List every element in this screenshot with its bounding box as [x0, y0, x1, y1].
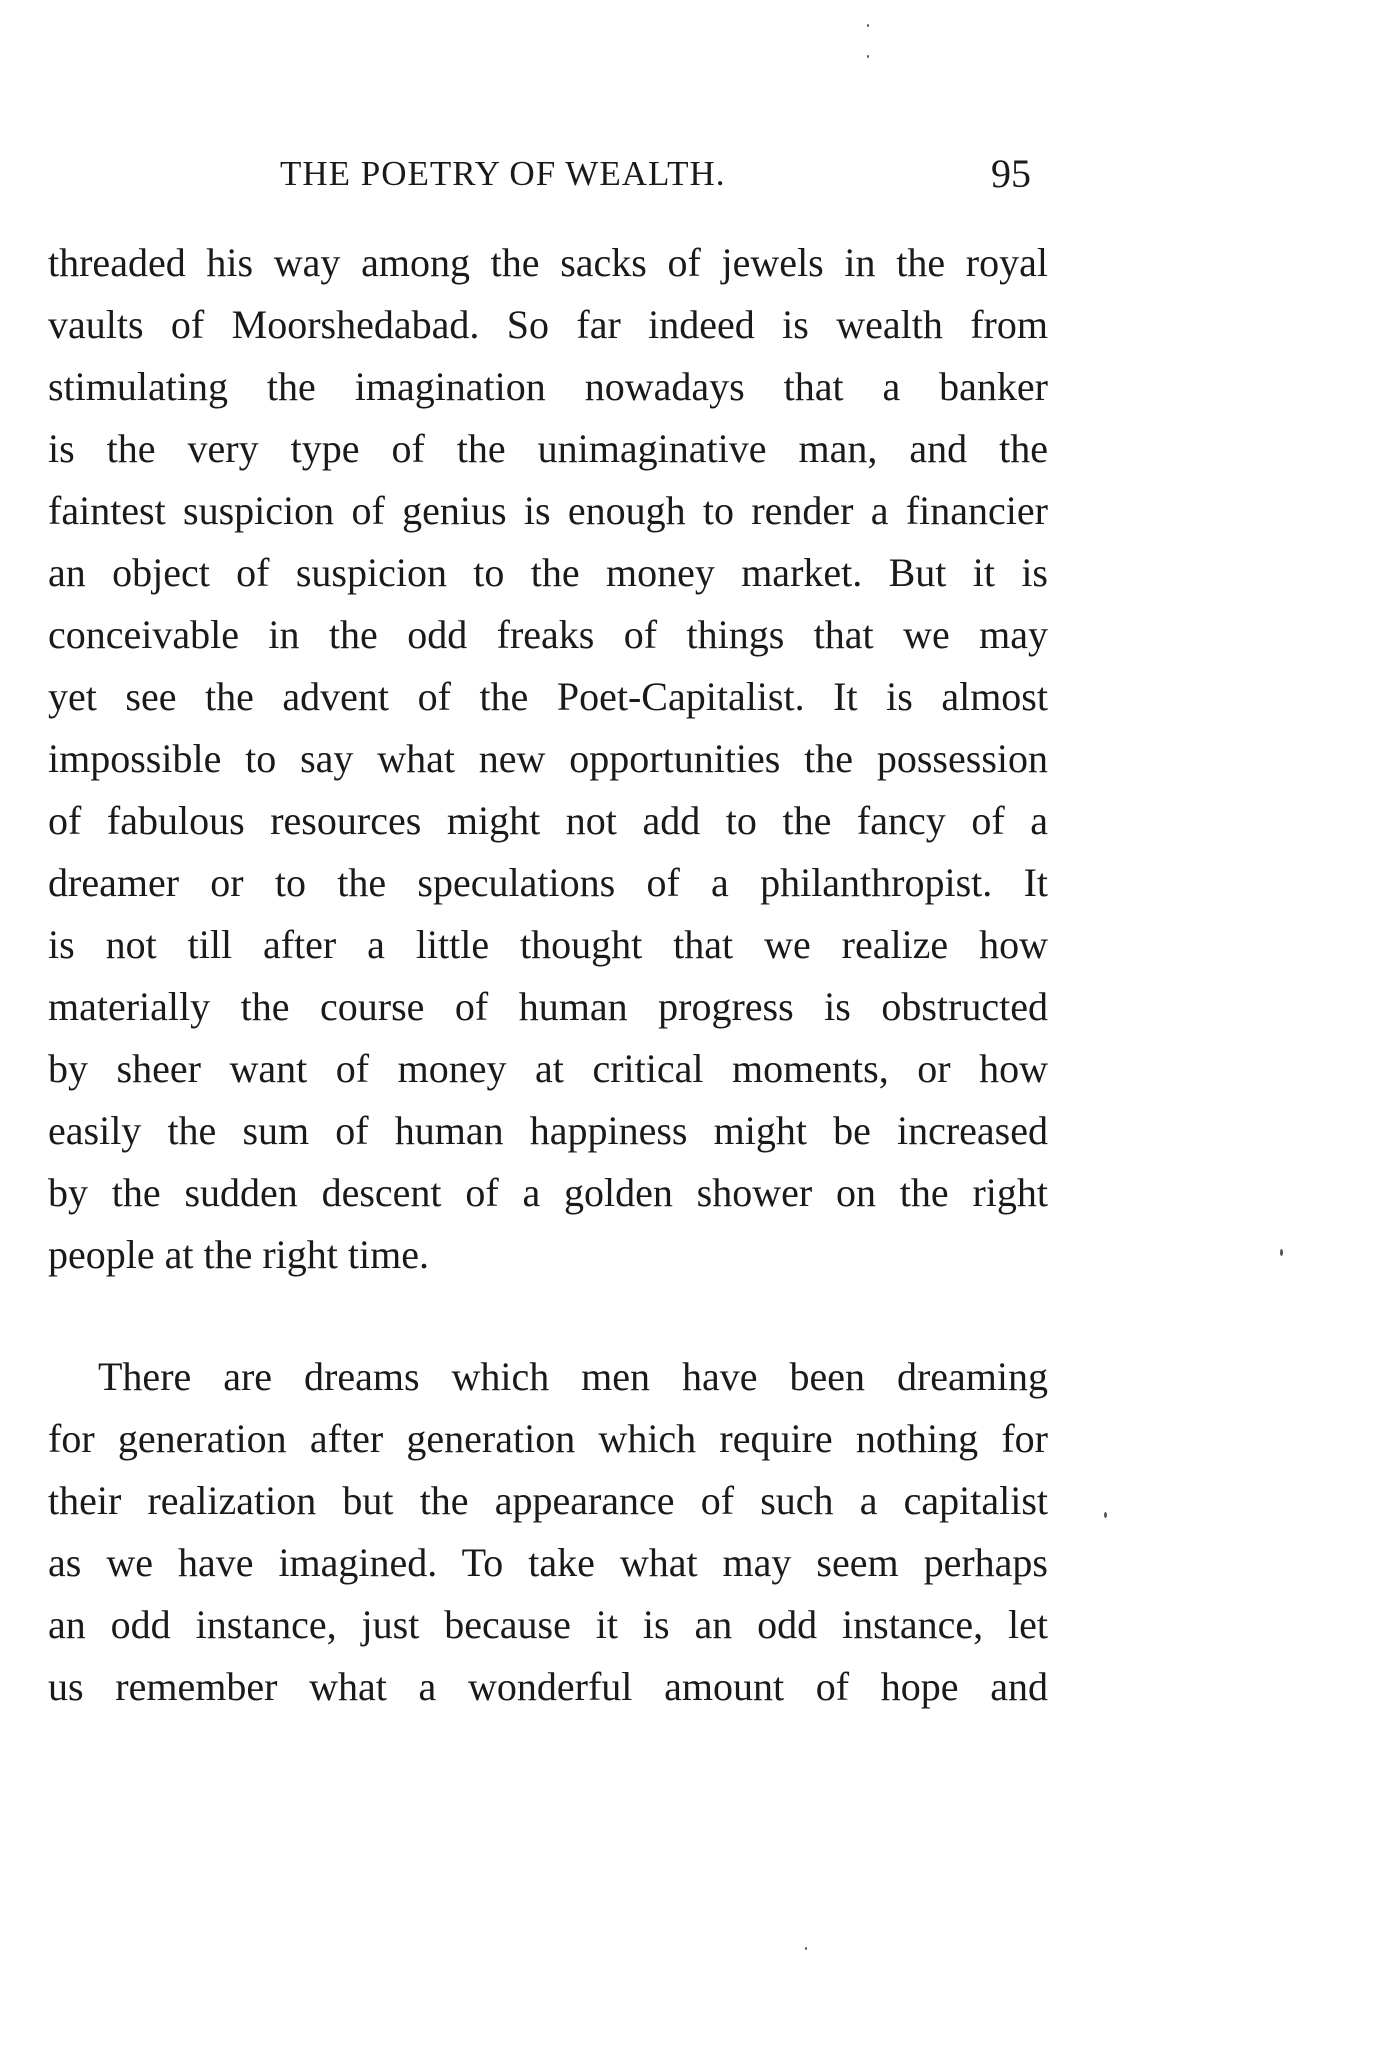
paper-speck [805, 1947, 807, 1950]
text-line: materially the course of human progress is obstructed [48, 984, 1048, 1029]
text-line: impossible to say what new opportunities the possession [48, 736, 1048, 781]
text-line: an object of suspicion to the money market. But it is [48, 550, 1048, 595]
text-line: as we have imagined. To take what may seem perhaps [48, 1540, 1048, 1585]
text-line: There are dreams which men have been dreaming [98, 1354, 1048, 1399]
text-line: for generation after generation which require nothing for [48, 1416, 1048, 1461]
text-line: is not till after a little thought that we realize how [48, 922, 1048, 967]
page-number: 95 [991, 151, 1031, 196]
paper-speck [867, 24, 869, 27]
page-header [48, 150, 1048, 210]
paragraph-2 [48, 1346, 1048, 1718]
text-line: stimulating the imagination nowadays that a banker [48, 364, 1048, 409]
text-line: conceivable in the odd freaks of things that we may [48, 612, 1048, 657]
text-line: by sheer want of money at critical moments, or how [48, 1046, 1048, 1091]
text-line: easily the sum of human happiness might be increased [48, 1108, 1048, 1153]
text-line: vaults of Moorshedabad. So far indeed is wealth from [48, 302, 1048, 347]
text-line: is the very type of the unimaginative man, and the [48, 426, 1048, 471]
text-line: by the sudden descent of a golden shower on the right [48, 1170, 1048, 1215]
running-title: THE POETRY OF WEALTH. [280, 154, 726, 193]
text-line: us remember what a wonderful amount of hope and [48, 1664, 1048, 1709]
text-line: people at the right time. [48, 1232, 429, 1277]
text-line: dreamer or to the speculations of a philanthropist. It [48, 860, 1048, 905]
text-line: their realization but the appearance of such a capitalist [48, 1478, 1048, 1523]
paper-speck [1280, 1249, 1283, 1256]
paper-speck [867, 55, 869, 58]
text-line: an odd instance, just because it is an odd instance, let [48, 1602, 1048, 1647]
text-line: threaded his way among the sacks of jewels in the royal [48, 240, 1048, 285]
text-line: faintest suspicion of genius is enough to render a financier [48, 488, 1048, 533]
paper-speck [1104, 1512, 1107, 1518]
text-line: yet see the advent of the Poet-Capitalist. It is almost [48, 674, 1048, 719]
paragraph-1 [48, 232, 1048, 1286]
text-line: of fabulous resources might not add to the fancy of a [48, 798, 1048, 843]
